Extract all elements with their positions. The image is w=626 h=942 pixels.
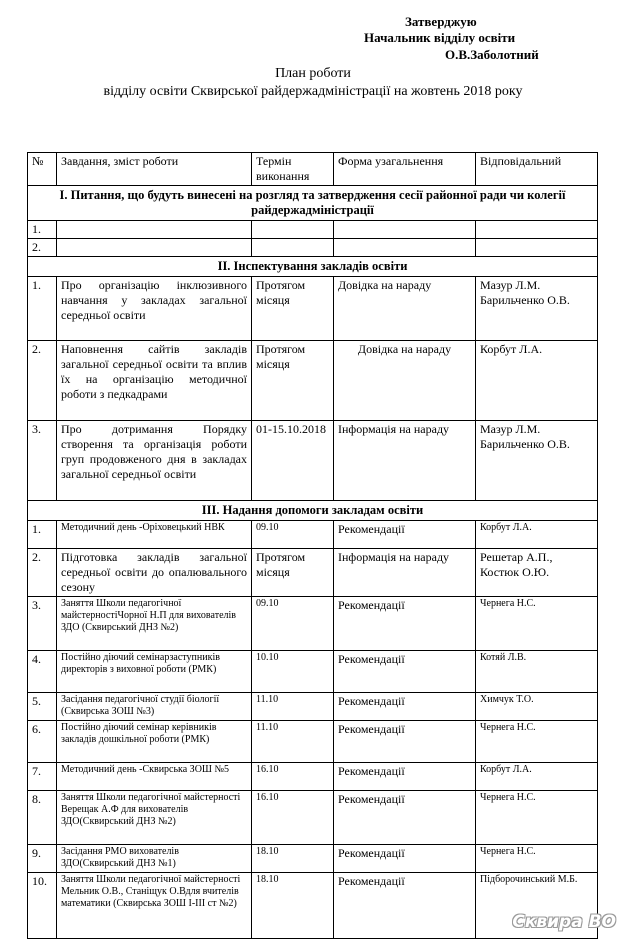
row-term: 09.10 (252, 521, 334, 549)
row-form: Рекомендації (334, 873, 476, 939)
row-form: Рекомендації (334, 845, 476, 873)
approval-signatory: О.В.Заболотний (445, 47, 539, 62)
row-number: 9. (28, 845, 57, 873)
table-row (28, 549, 598, 597)
section-3-title: ІІІ. Надання допомоги закладам освіти (28, 501, 598, 521)
row-number: 1. (28, 221, 57, 239)
row-responsible: Чернега Н.С. (476, 597, 598, 651)
row-responsible: Корбут Л.А. (476, 763, 598, 791)
table-row (28, 721, 598, 763)
row-task: Засідання РМО вихователів ЗДО(Сквирський ДНЗ №1) (57, 845, 252, 873)
row-responsible: Чернега Н.С. (476, 721, 598, 763)
row-term: 11.10 (252, 721, 334, 763)
table-row (28, 239, 598, 257)
table-row (28, 845, 598, 873)
row-form: Рекомендації (334, 651, 476, 693)
row-number: 6. (28, 721, 57, 763)
row-form: Довідка на нараду (334, 341, 476, 421)
row-form: Рекомендації (334, 791, 476, 845)
row-task: Методичний день -Сквирська ЗОШ №5 (57, 763, 252, 791)
section-1-title: І. Питання, що будуть винесені на розгляд та затвердження сесії районної ради чи колегії райдержадміністрації (28, 186, 598, 221)
row-responsible: Котяй Л.В. (476, 651, 598, 693)
row-responsible: Корбут Л.А. (476, 521, 598, 549)
row-number: 8. (28, 791, 57, 845)
row-number: 2. (28, 549, 57, 597)
table-row (28, 341, 598, 421)
row-term: Протягом місяця (252, 549, 334, 597)
row-responsible: Підборочинський М.Б. (476, 873, 598, 939)
row-responsible: Химчук Т.О. (476, 693, 598, 721)
approval-line-2: Начальник відділу освіти (364, 30, 516, 45)
row-number: 2. (28, 239, 57, 257)
row-task: Заняття Школи педагогічної майстерності Мельник О.В., Станіщук О.Вдля вчителів математики (Сквирська ЗОШ І-ІІІ ст №2) (57, 873, 252, 939)
row-number: 4. (28, 651, 57, 693)
row-number: 5. (28, 693, 57, 721)
row-task: Постійно діючий семінар керівників закладів дошкільної роботи (РМК) (57, 721, 252, 763)
row-form: Рекомендації (334, 597, 476, 651)
document-subtitle: відділу освіти Сквирської райдержадміністрації на жовтень 2018 року (103, 84, 523, 99)
row-term: 16.10 (252, 791, 334, 845)
site-watermark: Сквира ВО (512, 912, 616, 932)
row-number: 7. (28, 763, 57, 791)
section-2-title: ІІ. Інспектування закладів освіти (28, 257, 598, 277)
header-num: № (28, 153, 57, 186)
header-task: Завдання, зміст роботи (57, 153, 252, 186)
row-form: Інформація на нараду (334, 421, 476, 501)
row-task: Заняття Школи педагогічної майстерності Верещак А.Ф для вихователів ЗДО(Сквирський ДНЗ №2) (57, 791, 252, 845)
table-row (28, 221, 598, 239)
row-form: Інформація на нараду (334, 549, 476, 597)
row-form: Рекомендації (334, 721, 476, 763)
row-term: 11.10 (252, 693, 334, 721)
row-task: Наповнення сайтів закладів загальної середньої освіти та вплив їх на організацію методичної роботи з педкадрами (57, 341, 252, 421)
row-number: 3. (28, 597, 57, 651)
row-term: 16.10 (252, 763, 334, 791)
row-number: 10. (28, 873, 57, 939)
table-row (28, 763, 598, 791)
row-responsible: Чернега Н.С. (476, 791, 598, 845)
table-row (28, 421, 598, 501)
row-form: Довідка на нараду (334, 277, 476, 341)
row-number: 3. (28, 421, 57, 501)
row-task: Методичний день -Оріховецький НВК (57, 521, 252, 549)
header-term: Термін виконання (252, 153, 334, 186)
row-term: Протягом місяця (252, 277, 334, 341)
row-task: Заняття Школи педагогічної майстерностіЧорної Н.П для вихователів ЗДО (Сквирський ДНЗ №2) (57, 597, 252, 651)
row-task: Постійно діючий семінарзаступників директорів з виховної роботи (РМК) (57, 651, 252, 693)
section-row (28, 257, 598, 277)
row-responsible: Мазур Л.М. Барильченко О.В. (476, 421, 598, 501)
table-row (28, 597, 598, 651)
row-task: Про дотримання Порядку створення та організація роботи груп продовженого дня в закладах загальної середньої освіти (57, 421, 252, 501)
row-form: Рекомендації (334, 521, 476, 549)
table-header-row (28, 153, 598, 186)
table-row (28, 693, 598, 721)
row-term: 18.10 (252, 873, 334, 939)
table-row (28, 521, 598, 549)
row-term: 10.10 (252, 651, 334, 693)
approval-line-1: Затверджую (405, 14, 477, 29)
row-task: Про організацію інклюзивного навчання у закладах загальної середньої освіти (57, 277, 252, 341)
header-form: Форма узагальнення (334, 153, 476, 186)
row-term: 01-15.10.2018 (252, 421, 334, 501)
row-term: 18.10 (252, 845, 334, 873)
row-responsible: Чернега Н.С. (476, 845, 598, 873)
row-form: Рекомендації (334, 763, 476, 791)
row-term: 09.10 (252, 597, 334, 651)
row-number: 1. (28, 521, 57, 549)
row-term: Протягом місяця (252, 341, 334, 421)
row-responsible: Корбут Л.А. (476, 341, 598, 421)
table-row (28, 791, 598, 845)
section-row (28, 501, 598, 521)
header-responsible: Відповідальний (476, 153, 598, 186)
plan-table (27, 152, 598, 939)
table-row (28, 277, 598, 341)
row-responsible: Мазур Л.М. Барильченко О.В. (476, 277, 598, 341)
document-title: План роботи (275, 66, 351, 81)
row-responsible: Решетар А.П., Костюк О.Ю. (476, 549, 598, 597)
row-form: Рекомендації (334, 693, 476, 721)
section-row (28, 186, 598, 221)
row-task: Підготовка закладів загальної середньої освіти до опалювального сезону (57, 549, 252, 597)
row-number: 1. (28, 277, 57, 341)
row-task: Засідання педагогічної студії біології (Сквирська ЗОШ №3) (57, 693, 252, 721)
row-number: 2. (28, 341, 57, 421)
table-row (28, 651, 598, 693)
